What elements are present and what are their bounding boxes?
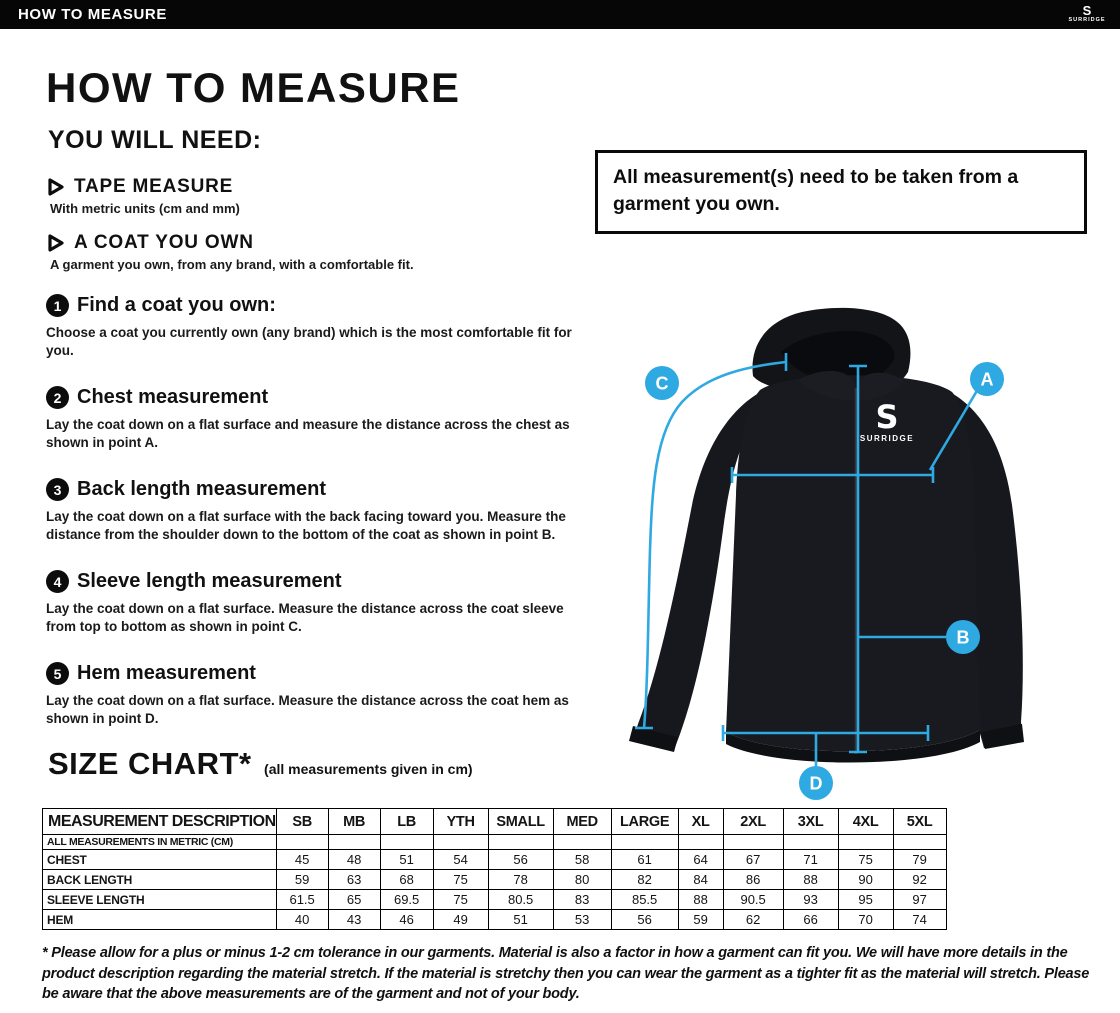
measurement-value: 51	[380, 850, 433, 870]
step-title: Chest measurement	[77, 386, 269, 409]
step-description: Lay the coat down on a flat surface. Measure the distance across the coat sleeve from top to bottom as shown in point C.	[46, 601, 564, 634]
measurement-value: 61.5	[276, 890, 328, 910]
measurement-value: 59	[678, 910, 723, 930]
step-description: Choose a coat you currently own (any brand) which is the most comfortable fit for you.	[46, 325, 572, 358]
jacket-logo-wordmark: SURRIDGE	[859, 434, 915, 443]
measurement-value: 83	[553, 890, 611, 910]
measurement-label: CHEST	[43, 850, 277, 870]
requirement-description: A garment you own, from any brand, with a comfortable fit.	[50, 257, 414, 272]
top-bar	[0, 0, 1120, 29]
jacket-body	[726, 375, 980, 751]
step-description: Lay the coat down on a flat surface and measure the distance across the chest as shown in point A.	[46, 417, 570, 450]
marker-b-label: B	[956, 627, 970, 648]
measurement-value: 43	[328, 910, 380, 930]
measurement-value: 84	[678, 870, 723, 890]
measurement-value: 90	[838, 870, 893, 890]
size-chart-subtitle: (all measurements given in cm)	[264, 761, 473, 777]
measurement-value: 82	[611, 870, 678, 890]
measurement-value: 69.5	[380, 890, 433, 910]
jacket-logo-s-icon: S	[875, 398, 899, 436]
size-chart-title: SIZE CHART*	[48, 746, 252, 781]
surridge-logo-icon	[1064, 1, 1110, 28]
measurement-label: SLEEVE LENGTH	[43, 890, 277, 910]
empty-cell	[328, 835, 380, 850]
step-description: Lay the coat down on a flat surface with the back facing toward you. Measure the distance from the shoulder down to the bottom of the coat as shown in point B.	[46, 509, 566, 542]
empty-cell	[380, 835, 433, 850]
measurement-value: 66	[783, 910, 838, 930]
measurement-note-box: All measurement(s) need to be taken from a garment you own.	[595, 150, 1087, 234]
requirement-item	[48, 176, 588, 216]
column-header-size: SMALL	[488, 809, 553, 835]
measurement-value: 40	[276, 910, 328, 930]
measurement-value: 78	[488, 870, 553, 890]
step-number-badge: 5	[46, 662, 69, 685]
top-bar-title: HOW TO MEASURE	[18, 6, 167, 23]
column-header-size: LARGE	[611, 809, 678, 835]
empty-cell	[678, 835, 723, 850]
measurement-label: BACK LENGTH	[43, 870, 277, 890]
measurement-value: 75	[433, 870, 488, 890]
step-head	[46, 662, 586, 685]
measurement-value: 79	[893, 850, 946, 870]
size-chart-table	[42, 808, 947, 930]
step-head	[46, 294, 586, 317]
measurement-value: 92	[893, 870, 946, 890]
measurement-value: 61	[611, 850, 678, 870]
measurement-value: 59	[276, 870, 328, 890]
measurement-value: 90.5	[723, 890, 783, 910]
step-head	[46, 386, 586, 409]
measurement-value: 48	[328, 850, 380, 870]
step-title: Hem measurement	[77, 662, 256, 685]
measurement-value: 53	[553, 910, 611, 930]
measurement-value: 62	[723, 910, 783, 930]
play-triangle-icon	[48, 234, 64, 252]
metric-note-row	[43, 835, 947, 850]
column-header-size: YTH	[433, 809, 488, 835]
play-triangle-icon	[48, 178, 64, 196]
measurement-value: 56	[488, 850, 553, 870]
step-item	[46, 662, 586, 727]
step-item	[46, 294, 586, 359]
measurement-value: 71	[783, 850, 838, 870]
step-number-badge: 3	[46, 478, 69, 501]
measurement-value: 65	[328, 890, 380, 910]
measurement-row	[43, 890, 947, 910]
measurement-value: 74	[893, 910, 946, 930]
column-header-size: XL	[678, 809, 723, 835]
step-number-badge: 1	[46, 294, 69, 317]
step-head	[46, 478, 586, 501]
requirements-list	[48, 176, 588, 285]
marker-d-label: D	[809, 773, 823, 794]
column-header-size: MB	[328, 809, 380, 835]
size-chart-heading	[48, 746, 473, 782]
measurement-value: 51	[488, 910, 553, 930]
step-number-badge: 4	[46, 570, 69, 593]
measurement-value: 56	[611, 910, 678, 930]
empty-cell	[488, 835, 553, 850]
measurement-value: 54	[433, 850, 488, 870]
measurement-value: 97	[893, 890, 946, 910]
metric-note-label: ALL MEASUREMENTS IN METRIC (CM)	[43, 835, 277, 850]
measurement-value: 93	[783, 890, 838, 910]
measurement-value: 75	[433, 890, 488, 910]
step-title: Find a coat you own:	[77, 294, 276, 316]
measurement-label: HEM	[43, 910, 277, 930]
tolerance-footnote: * Please allow for a plus or minus 1-2 cm tolerance in our garments. Material is also a factor in how a garment can fit you. We will have more details in the product description regarding the material stretch. If the material is stretchy then you can wear the garment as a tighter fit as the material will stretch. Please be aware that the above measurements are of the garment and not of your body.	[42, 945, 1090, 1003]
size-chart-header-row	[43, 809, 947, 835]
measurement-value: 45	[276, 850, 328, 870]
measurement-value: 80.5	[488, 890, 553, 910]
step-item	[46, 386, 586, 451]
measurement-value: 64	[678, 850, 723, 870]
measurement-value: 75	[838, 850, 893, 870]
step-item	[46, 570, 586, 635]
requirement-head	[48, 232, 588, 254]
measurement-row	[43, 910, 947, 930]
page-title: HOW TO MEASURE	[46, 64, 461, 111]
you-will-need-heading: YOU WILL NEED:	[48, 126, 262, 154]
brand-wordmark: SURRIDGE	[1068, 17, 1106, 23]
requirement-description: With metric units (cm and mm)	[50, 201, 240, 216]
measurement-value: 49	[433, 910, 488, 930]
column-header-size: 2XL	[723, 809, 783, 835]
measurement-value: 88	[678, 890, 723, 910]
measurement-value: 67	[723, 850, 783, 870]
empty-cell	[553, 835, 611, 850]
measurement-value: 86	[723, 870, 783, 890]
empty-cell	[723, 835, 783, 850]
requirement-head	[48, 176, 588, 198]
empty-cell	[783, 835, 838, 850]
marker-a-label: A	[980, 369, 994, 390]
column-header-size: 3XL	[783, 809, 838, 835]
step-title: Sleeve length measurement	[77, 570, 342, 593]
jacket-measurement-diagram	[600, 290, 1120, 810]
measurement-value: 63	[328, 870, 380, 890]
step-head	[46, 570, 586, 593]
column-header-size: SB	[276, 809, 328, 835]
brand-s-icon: S	[1082, 3, 1092, 18]
measurement-value: 46	[380, 910, 433, 930]
marker-c-label: C	[655, 373, 669, 394]
measurement-value: 95	[838, 890, 893, 910]
empty-cell	[893, 835, 946, 850]
requirement-item	[48, 232, 588, 272]
empty-cell	[611, 835, 678, 850]
requirement-label: A COAT YOU OWN	[74, 232, 254, 253]
empty-cell	[276, 835, 328, 850]
measurement-value: 68	[380, 870, 433, 890]
column-header-size: 4XL	[838, 809, 893, 835]
steps-list	[46, 294, 586, 754]
step-title: Back length measurement	[77, 478, 326, 501]
measurement-value: 70	[838, 910, 893, 930]
measurement-value: 58	[553, 850, 611, 870]
measurement-value: 88	[783, 870, 838, 890]
column-header-size: 5XL	[893, 809, 946, 835]
empty-cell	[433, 835, 488, 850]
column-header-size: MED	[553, 809, 611, 835]
measurement-row	[43, 850, 947, 870]
requirement-label: TAPE MEASURE	[74, 176, 234, 197]
measurement-row	[43, 870, 947, 890]
empty-cell	[838, 835, 893, 850]
measurement-value: 85.5	[611, 890, 678, 910]
column-header-description: MEASUREMENT DESCRIPTION	[43, 809, 277, 835]
measurement-value: 80	[553, 870, 611, 890]
step-number-badge: 2	[46, 386, 69, 409]
step-item	[46, 478, 586, 543]
step-description: Lay the coat down on a flat surface. Measure the distance across the coat hem as shown in point D.	[46, 693, 569, 726]
column-header-size: LB	[380, 809, 433, 835]
